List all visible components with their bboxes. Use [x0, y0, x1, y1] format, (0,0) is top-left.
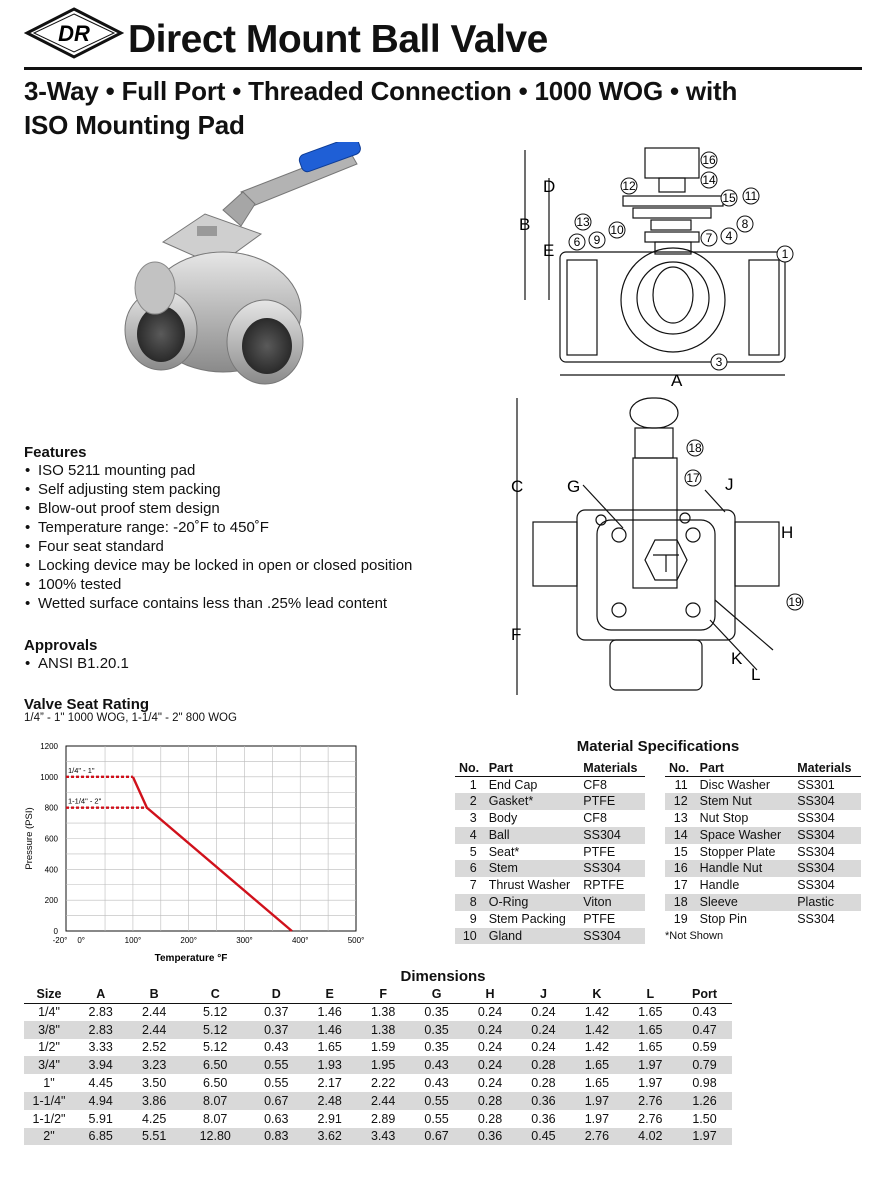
materials-cell: Stem [485, 860, 580, 877]
dimensions-row [24, 1110, 732, 1128]
materials-cell: Gland [485, 928, 580, 945]
materials-cell: Ball [485, 827, 580, 844]
materials-cell: 18 [665, 894, 696, 911]
dimensions-row [24, 1056, 732, 1074]
approvals-heading: Approvals [24, 637, 98, 654]
materials-cell: Sleeve [696, 894, 794, 911]
dimensions-cell: 2.44 [127, 1021, 180, 1039]
materials-cell: 15 [673, 844, 688, 859]
dimensions-cell: 1.97 [570, 1092, 623, 1110]
materials-cell: SS304 [793, 793, 861, 810]
dimension-label-e: E [543, 241, 555, 260]
features-section [24, 444, 454, 613]
dimensions-cell: 0.24 [477, 1040, 503, 1055]
materials-row [665, 860, 861, 877]
dimensions-cell: 3.50 [141, 1076, 167, 1091]
dimensions-cell: 2.76 [624, 1092, 677, 1110]
dimensions-cell: 6.85 [74, 1128, 127, 1146]
materials-cell: SS304 [797, 844, 835, 859]
dimensions-cell: 2.83 [88, 1005, 113, 1020]
dimensions-header: G [410, 986, 463, 1003]
dimension-label-d: D [543, 177, 556, 196]
callout-number: 6 [573, 235, 581, 249]
dimensions-cell: 0.45 [517, 1128, 570, 1146]
materials-cell: SS304 [793, 827, 861, 844]
dr-logo [24, 6, 124, 60]
dimensions-cell: 1.65 [638, 1005, 663, 1020]
dimensions-cell: 0.59 [692, 1040, 717, 1055]
dimensions-cell: 0.43 [264, 1040, 289, 1055]
dimensions-cell: 5.51 [127, 1128, 180, 1146]
materials-cell: 16 [665, 860, 696, 877]
materials-row [455, 810, 645, 827]
dimensions-cell: 3.62 [303, 1128, 356, 1146]
dimensions-cell: 1.97 [677, 1128, 732, 1146]
materials-cell: 6 [455, 860, 485, 877]
materials-row [665, 877, 861, 894]
chart-y-tick-label: 400 [44, 865, 58, 875]
dimension-label-h: H [781, 523, 794, 542]
dimensions-row [24, 1128, 732, 1146]
dimensions-header: K [570, 986, 623, 1003]
dimension-label-a: A [671, 371, 683, 390]
dimensions-cell: 0.28 [531, 1076, 556, 1091]
dimensions-header: H [463, 986, 516, 1003]
dimensions-cell: 0.24 [517, 1021, 570, 1039]
feature-item: • Blow-out proof stem design [24, 499, 454, 518]
dimensions-cell: 0.24 [463, 1056, 516, 1074]
materials-row [455, 793, 645, 810]
chart-series-label: 1-1/4" - 2" [68, 796, 102, 806]
dimensions-cell: 0.28 [463, 1092, 516, 1110]
feature-item: • Temperature range: -20˚F to 450˚F [24, 518, 454, 537]
materials-cell: SS304 [579, 827, 645, 844]
dimensions-cell: 0.67 [250, 1092, 303, 1110]
dimensions-cell: 0.79 [677, 1056, 732, 1074]
dimensions-cell: 0.36 [463, 1128, 516, 1146]
materials-cell: Stem Packing [488, 911, 566, 926]
feature-item: • Four seat standard [24, 537, 454, 556]
seat-rating-heading: Valve Seat Rating [24, 696, 150, 713]
dimensions-cell: 1/2" [38, 1040, 60, 1055]
chart-y-tick-label: 600 [44, 834, 58, 844]
materials-cell: Stem Nut [696, 793, 794, 810]
materials-cell: Seat* [488, 844, 520, 859]
chart-y-tick-label: 1200 [40, 742, 58, 751]
materials-cell: SS304 [797, 911, 835, 926]
dimensions-cell: 1.97 [638, 1076, 663, 1091]
materials-cell: CF8 [583, 777, 607, 792]
materials-cell: 3 [469, 811, 477, 826]
approvals-list [24, 654, 324, 673]
materials-row [455, 844, 645, 861]
materials-cell: 10 [455, 928, 485, 945]
dimensions-cell: 0.37 [250, 1021, 303, 1039]
dimensions-header: L [624, 986, 677, 1003]
materials-cell: Handle [699, 878, 740, 893]
dimensions-cell: 3.33 [88, 1040, 113, 1055]
materials-cell: SS304 [579, 928, 645, 945]
materials-cell: 17 [673, 878, 688, 893]
dimensions-cell: 0.35 [410, 1021, 463, 1039]
dimensions-header: Port [677, 986, 732, 1003]
dimensions-cell: 0.47 [677, 1021, 732, 1039]
dimensions-cell: 0.36 [531, 1111, 556, 1126]
materials-cell: PTFE [583, 911, 616, 926]
feature-item: • ISO 5211 mounting pad [24, 461, 454, 480]
features-heading: Features [24, 444, 87, 461]
dimensions-cell: 1.65 [638, 1040, 663, 1055]
dimensions-cell: 0.83 [250, 1128, 303, 1146]
materials-cell: 1 [469, 777, 477, 792]
dimensions-cell: 4.45 [88, 1076, 113, 1091]
dimensions-cell: 0.35 [424, 1040, 449, 1055]
callout-number: 16 [702, 153, 716, 167]
materials-row [665, 911, 861, 928]
chart-y-tick-label: 1000 [40, 772, 58, 782]
logo-text: DR [58, 21, 90, 46]
materials-cell: Nut Stop [699, 811, 749, 826]
materials-cell: 7 [469, 878, 477, 893]
materials-header: No. [665, 760, 696, 776]
callout-number: 8 [741, 217, 749, 231]
materials-cell: 9 [469, 911, 477, 926]
chart-series-label: 1/4" - 1" [68, 765, 95, 775]
materials-row [665, 844, 861, 861]
chart-y-tick-label: 200 [44, 896, 58, 906]
materials-cell: Body [488, 811, 518, 826]
materials-cell: RPTFE [583, 878, 625, 893]
callout-number: 9 [593, 233, 601, 247]
dimensions-header: D [250, 986, 303, 1003]
chart-x-tick-label: 100° [124, 936, 142, 945]
feature-item: • Locking device may be locked in open or closed position [24, 556, 454, 575]
dimension-label-k: K [731, 649, 743, 668]
materials-header: No. [455, 760, 485, 776]
materials-cell: 8 [455, 894, 485, 911]
dimensions-cell: 3/8" [24, 1021, 74, 1039]
dimensions-cell: 1.38 [356, 1021, 409, 1039]
dimensions-row [24, 1039, 732, 1057]
dimensions-header: J [517, 986, 570, 1003]
materials-cell: PTFE [579, 793, 645, 810]
materials-cell: Plastic [793, 894, 861, 911]
dimensions-cell: 8.07 [203, 1111, 228, 1126]
approvals-section [24, 637, 324, 673]
chart-y-tick-label: 0 [53, 927, 58, 936]
dimensions-cell: 0.55 [264, 1076, 289, 1091]
dimensions-cell: 3.94 [74, 1056, 127, 1074]
dimensions-cell: 2.17 [317, 1076, 342, 1091]
page-subtitle: 3-Way • Full Port • Threaded Connection • 1000 WOG • with ISO Mounting Pad [24, 76, 738, 140]
callout-number: 4 [725, 229, 733, 243]
dimensions-cell: 2.76 [570, 1128, 623, 1146]
seat-rating-note: 1/4” - 1" 1000 WOG, 1-1/4" - 2" 800 WOG [24, 712, 237, 724]
materials-cell: SS301 [797, 777, 835, 792]
product-photo [113, 142, 381, 400]
chart-x-tick-label: 200° [180, 936, 197, 945]
dimensions-cell: 1.93 [303, 1056, 356, 1074]
materials-cell: 4 [455, 827, 485, 844]
dimensions-cell: 0.36 [517, 1092, 570, 1110]
materials-cell: 19 [673, 911, 688, 926]
callout-number: 18 [688, 441, 702, 455]
dimensions-cell: 2.89 [370, 1111, 396, 1126]
dimensions-cell: 4.94 [74, 1092, 127, 1110]
materials-row [455, 894, 645, 911]
dimensions-cell: 0.28 [477, 1111, 503, 1126]
dimensions-cell: 3.86 [127, 1092, 180, 1110]
dimensions-title: Dimensions [400, 968, 486, 985]
dimensions-cell: 1.42 [584, 1040, 610, 1055]
features-list [24, 461, 454, 613]
dimension-label-l: L [751, 665, 761, 684]
valve-drawing [505, 140, 835, 720]
materials-row [665, 827, 861, 844]
materials-row [665, 793, 861, 810]
dimensions-cell: 0.35 [424, 1005, 449, 1020]
dimensions-cell: 6.50 [203, 1076, 228, 1091]
chart-x-tick-label: 300° [236, 936, 253, 945]
materials-row [455, 877, 645, 894]
materials-cell: 11 [674, 777, 688, 792]
dimensions-row [24, 1021, 732, 1039]
dimensions-cell: 1.42 [570, 1021, 623, 1039]
dimensions-cell: 1-1/4" [24, 1092, 74, 1110]
dimensions-header: Size [24, 986, 74, 1003]
materials-header: Materials [579, 760, 645, 776]
dimensions-header: E [303, 986, 356, 1003]
dimensions-cell: 1.59 [370, 1040, 396, 1055]
dimensions-cell: 0.43 [410, 1056, 463, 1074]
materials-cell: Disc Washer [699, 777, 771, 792]
materials-row [455, 928, 645, 945]
dimensions-cell: 2.48 [303, 1092, 356, 1110]
not-shown-note: *Not Shown [665, 930, 724, 942]
chart-x-tick-label: -20° [52, 936, 68, 945]
callout-number: 1 [781, 247, 789, 261]
dimensions-cell: 1.95 [356, 1056, 409, 1074]
callout-number: 12 [622, 179, 636, 193]
materials-cell: Space Washer [696, 827, 794, 844]
materials-title: Material Specifications [576, 738, 740, 755]
dimensions-cell: 6.50 [181, 1056, 250, 1074]
materials-cell: 13 [673, 811, 688, 826]
materials-cell: O-Ring [485, 894, 580, 911]
dimensions-cell: 2.91 [317, 1111, 342, 1126]
dimensions-cell: 1.38 [370, 1005, 396, 1020]
dimensions-cell: 2.83 [74, 1021, 127, 1039]
materials-cell: 14 [665, 827, 696, 844]
dimensions-cell: 0.67 [410, 1128, 463, 1146]
materials-row [455, 911, 645, 928]
chart-y-tick-label: 800 [44, 803, 58, 813]
dimensions-cell: 4.02 [624, 1128, 677, 1146]
dimensions-cell: 0.24 [531, 1005, 556, 1020]
materials-cell: PTFE [583, 844, 616, 859]
dimension-label-c: C [511, 477, 524, 496]
materials-table-left [455, 760, 645, 944]
callout-number: 3 [715, 355, 723, 369]
dimensions-cell: 1.46 [303, 1021, 356, 1039]
dimensions-header: B [127, 986, 180, 1003]
dimensions-table [24, 986, 732, 1145]
dimension-label-g: G [567, 477, 581, 496]
dimensions-cell: 1.50 [692, 1111, 717, 1126]
dimensions-cell: 0.55 [424, 1111, 449, 1126]
dimensions-cell: 0.55 [250, 1056, 303, 1074]
chart-x-tick-label: 400° [291, 936, 309, 945]
materials-cell: Stopper Plate [699, 844, 776, 859]
chart-x-label: Temperature °F [154, 953, 228, 964]
feature-item: • Self adjusting stem packing [24, 480, 454, 499]
dimension-label-b: B [519, 215, 531, 234]
materials-cell: Viton [579, 894, 645, 911]
callout-number: 19 [788, 595, 802, 609]
materials-cell: End Cap [488, 777, 538, 792]
materials-row [665, 810, 861, 827]
dimensions-cell: 0.43 [692, 1005, 717, 1020]
dimensions-cell: 3.23 [127, 1056, 180, 1074]
materials-row [455, 827, 645, 844]
dimensions-cell: 3/4" [24, 1056, 74, 1074]
callout-number: 14 [702, 173, 716, 187]
dimensions-cell: 0.37 [264, 1005, 289, 1020]
feature-item: • 100% tested [24, 575, 454, 594]
dimensions-header: C [181, 986, 250, 1003]
title-rule [24, 67, 862, 70]
callout-number: 10 [610, 223, 624, 237]
dimensions-cell: 1.42 [584, 1005, 610, 1020]
dimensions-cell: 0.24 [463, 1021, 516, 1039]
dimensions-cell: 1.65 [570, 1056, 623, 1074]
page-title: Direct Mount Ball Valve [128, 18, 548, 61]
dimensions-cell: 1.97 [584, 1111, 610, 1126]
materials-row [455, 860, 645, 877]
callout-number: 17 [686, 471, 700, 485]
dimensions-cell: 1/4" [38, 1005, 60, 1020]
dimensions-cell: 2" [24, 1128, 74, 1146]
materials-table-right [665, 760, 861, 928]
dimensions-cell: 0.63 [264, 1111, 289, 1126]
dimensions-cell: 1.65 [317, 1040, 342, 1055]
dimensions-cell: 1-1/2" [32, 1111, 66, 1126]
dimensions-cell: 0.24 [531, 1040, 556, 1055]
materials-row [665, 776, 861, 793]
dimensions-row [24, 1074, 732, 1092]
materials-cell: 5 [469, 844, 477, 859]
dimensions-cell: 5.12 [203, 1005, 228, 1020]
dimensions-cell: 1.97 [624, 1056, 677, 1074]
dimensions-cell: 1" [43, 1076, 55, 1091]
callout-number: 15 [722, 191, 736, 205]
materials-cell: Thrust Washer [488, 878, 571, 893]
dimensions-cell: 0.28 [517, 1056, 570, 1074]
dimensions-cell: 1.65 [624, 1021, 677, 1039]
dimensions-cell: 3.43 [356, 1128, 409, 1146]
materials-cell: Handle Nut [696, 860, 794, 877]
materials-row [665, 894, 861, 911]
dimensions-cell: 12.80 [181, 1128, 250, 1146]
dimensions-cell: 0.55 [410, 1092, 463, 1110]
chart-x-tick-label: 500° [347, 936, 365, 945]
materials-cell: SS304 [797, 811, 835, 826]
dimension-label-f: F [511, 625, 522, 644]
callout-number: 13 [576, 215, 590, 229]
dimensions-cell: 0.24 [477, 1005, 503, 1020]
dimensions-cell: 0.98 [692, 1076, 717, 1091]
materials-row [455, 776, 645, 793]
approval-item: • ANSI B1.20.1 [24, 654, 324, 673]
dimensions-cell: 2.44 [141, 1005, 167, 1020]
callout-number: 7 [705, 231, 713, 245]
materials-header: Materials [793, 760, 861, 776]
materials-cell: SS304 [793, 860, 861, 877]
materials-header: Part [696, 760, 794, 776]
dimensions-cell: 5.91 [88, 1111, 113, 1126]
dimensions-cell: 0.24 [477, 1076, 503, 1091]
dimensions-cell: 4.25 [141, 1111, 167, 1126]
dimensions-cell: 1.26 [677, 1092, 732, 1110]
dimensions-cell: 0.43 [424, 1076, 449, 1091]
dimensions-cell: 2.52 [141, 1040, 167, 1055]
materials-cell: Gasket* [485, 793, 580, 810]
dimensions-row [24, 1003, 732, 1021]
dimensions-cell: 1.65 [584, 1076, 610, 1091]
dimensions-cell: 1.46 [317, 1005, 342, 1020]
dimensions-cell: 8.07 [181, 1092, 250, 1110]
chart-y-label: Pressure (PSI) [24, 807, 35, 870]
dimensions-cell: 2.22 [370, 1076, 396, 1091]
materials-cell: 2 [455, 793, 485, 810]
materials-cell: CF8 [583, 811, 607, 826]
seat-rating-chart [14, 728, 374, 968]
feature-item: • Wetted surface contains less than .25% lead content [24, 594, 454, 613]
materials-cell: 12 [665, 793, 696, 810]
materials-cell: SS304 [797, 878, 835, 893]
callout-number: 11 [744, 189, 758, 203]
dimensions-header: F [356, 986, 409, 1003]
materials-cell: SS304 [579, 860, 645, 877]
dimensions-header: A [74, 986, 127, 1003]
chart-x-tick-label: 0° [77, 936, 85, 945]
dimensions-cell: 2.76 [638, 1111, 663, 1126]
dimensions-cell: 2.44 [356, 1092, 409, 1110]
dimension-label-j: J [725, 475, 734, 494]
dimensions-row [24, 1092, 732, 1110]
dimensions-cell: 5.12 [203, 1040, 228, 1055]
materials-cell: Stop Pin [699, 911, 747, 926]
materials-header: Part [485, 760, 580, 776]
dimensions-cell: 5.12 [181, 1021, 250, 1039]
